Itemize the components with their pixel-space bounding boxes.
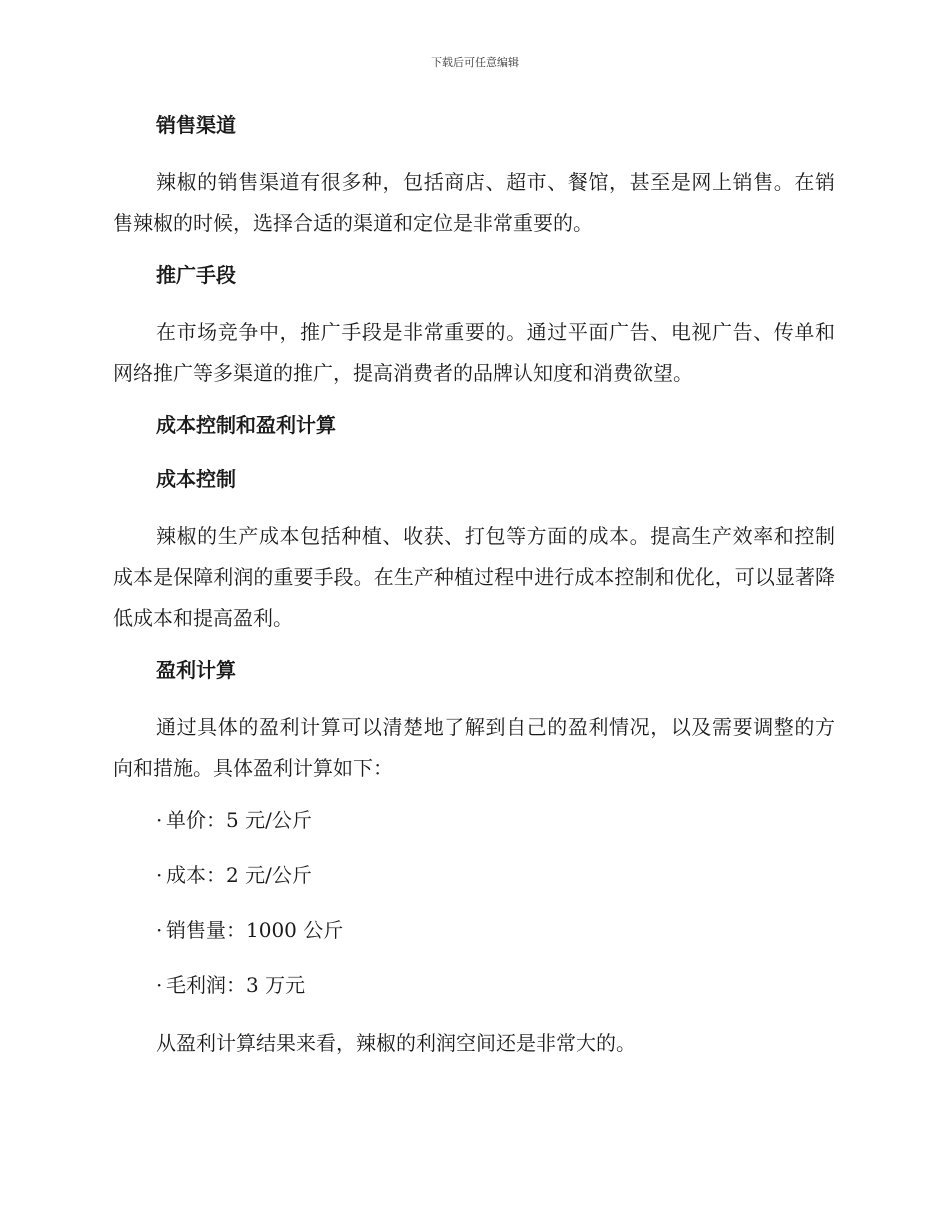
heading-cost-control: 成本控制 (156, 467, 236, 491)
heading-promotion: 推广手段 (156, 263, 236, 287)
list-item-text: 销售量：1000 公斤 (166, 918, 344, 942)
list-item-unit-price (113, 803, 835, 837)
paragraph-conclusion: 从盈利计算结果来看，辣椒的利润空间还是非常大的。 (156, 1031, 636, 1055)
heading-sales-channels: 销售渠道 (156, 113, 236, 137)
list-item-sales-volume (113, 913, 835, 947)
heading-profit-calc: 盈利计算 (156, 658, 236, 682)
bullet-icon: · (156, 918, 163, 942)
page-header: 下载后可任意编辑 (431, 56, 519, 69)
heading-cost-profit: 成本控制和盈利计算 (156, 413, 336, 437)
list-item-cost (113, 858, 835, 892)
list-item-text: 成本：2 元/公斤 (166, 863, 312, 887)
bullet-icon: · (156, 863, 163, 887)
paragraph-profit-calc: 通过具体的盈利计算可以清楚地了解到自己的盈利情况，以及需要调整的方向和措施。具体盈利计算如下： (113, 715, 835, 780)
list-item-gross-profit (113, 968, 835, 1002)
paragraph-promotion: 在市场竞争中，推广手段是非常重要的。通过平面广告、电视广告、传单和网络推广等多渠道的推广，提高消费者的品牌认知度和消费欲望。 (113, 320, 835, 385)
bullet-icon: · (156, 808, 163, 832)
document-body (113, 108, 835, 1078)
paragraph-cost-control: 辣椒的生产成本包括种植、收获、打包等方面的成本。提高生产效率和控制成本是保障利润的重要手段。在生产种植过程中进行成本控制和优化，可以显著降低成本和提高盈利。 (113, 524, 835, 630)
bullet-icon: · (156, 973, 163, 997)
list-item-text: 单价：5 元/公斤 (166, 808, 312, 832)
paragraph-sales-channels: 辣椒的销售渠道有很多种，包括商店、超市、餐馆，甚至是网上销售。在销售辣椒的时候，选择合适的渠道和定位是非常重要的。 (113, 170, 835, 235)
list-item-text: 毛利润：3 万元 (166, 973, 306, 997)
